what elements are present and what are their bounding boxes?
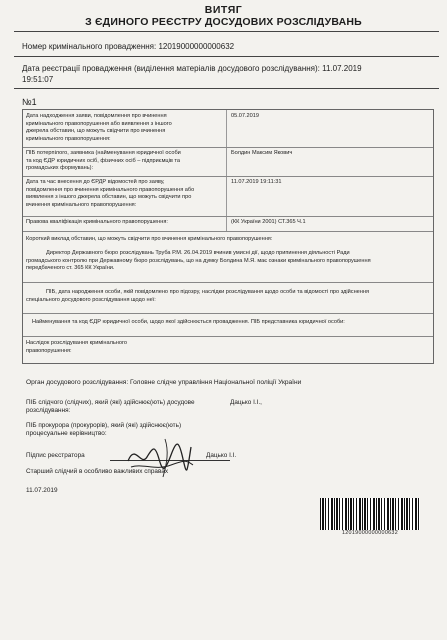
prosecutor-label: ПІБ прокурора (прокурорів), який (які) здійснює(ють) процесуальне керівництво: bbox=[26, 422, 182, 438]
row-divider bbox=[23, 176, 433, 177]
row-qualification-value: (КК України 2001) СТ.365 Ч.1 bbox=[231, 219, 306, 225]
registration-date-line2: 19:51:07 bbox=[22, 75, 54, 84]
row-divider bbox=[23, 313, 433, 314]
position-title: Старший слідчий в особливо важливих справах bbox=[26, 468, 169, 475]
column-separator bbox=[226, 110, 227, 231]
case-number: Номер кримінального провадження: 12019000000000632 bbox=[22, 42, 235, 51]
row-qualification-label: Правова кваліфікація кримінального правопорушення: bbox=[26, 219, 168, 225]
row-divider bbox=[23, 231, 433, 232]
row-received-date-label: Дата надходження заяви, повідомлення про вчинення кримінального правопорушення або виявлення з іншого джерела обставин, що можуть свідчити про вчинення кримінального правопорушення: bbox=[26, 113, 172, 142]
document-title: ВИТЯГ bbox=[204, 4, 243, 16]
row-victim-value: Болдин Максим Якович bbox=[231, 150, 293, 156]
signature-label: Підпис реєстратора bbox=[26, 452, 85, 459]
document-subtitle: З ЄДИНОГО РЕЄСТРУ ДОСУДОВИХ РОЗСЛІДУВАНЬ bbox=[85, 16, 362, 28]
registration-date-line1: Дата реєстрації провадження (виділення матеріалів досудового розслідування): 11.07.2019 bbox=[22, 64, 362, 73]
case-details-table bbox=[22, 109, 434, 364]
divider-date bbox=[14, 88, 439, 89]
investigator-label: ПІБ слідчого (слідчих), який (які) здійснює(ють) досудове розслідування: bbox=[26, 399, 195, 415]
row-victim-label: ПІБ потерпілого, заявника (найменування юридичної особи та код ЄДР юридичних осіб, фізичних осіб – підприємців та громадських формувань): bbox=[26, 150, 181, 172]
row-received-date-value: 05.07.2019 bbox=[231, 113, 259, 119]
summary-heading: Короткий виклад обставин, що можуть свідчити про вчинення кримінального правопорушення: bbox=[26, 236, 273, 242]
summary-text: Директор Державного бюро розслідувань Труба Р.М. 26.04.2019 вчинив умисні дії, щодо припинення діяльності Ради громадського контролю при Державному бюро розслідувань, що на думку Болдина М.Я. має ознаки кримінального правопорушення передбаченого ст. 365 КК України. bbox=[26, 250, 371, 272]
row-divider bbox=[23, 216, 433, 217]
row-divider bbox=[23, 282, 433, 283]
investigator-name: Дацько І.І., bbox=[230, 399, 262, 406]
row-entry-date-value: 11.07.2019 19:11:31 bbox=[231, 179, 282, 185]
legal-entity-label: Найменування та код ЄДР юридичної особи, щодо якої здійснюється провадження. ПІБ представника юридичної особи: bbox=[32, 319, 345, 325]
barcode-number: 12019000000000632 bbox=[341, 530, 399, 536]
suspect-info-label: ПІБ, дата народження особи, якій повідомлено про підозру, наслідки розслідування щодо особи та відомості про здійснення спеціального досудового розслідування щодо неї: bbox=[26, 289, 369, 303]
row-divider bbox=[23, 147, 433, 148]
row-divider bbox=[23, 336, 433, 337]
registrar-name: Дацько І.І. bbox=[206, 452, 237, 459]
issue-date: 11.07.2019 bbox=[26, 487, 58, 494]
investigation-body: Орган досудового розслідування: Головне слідче управління Національної поліції України bbox=[26, 379, 302, 386]
divider-top bbox=[14, 31, 439, 32]
row-entry-date-label: Дата та час внесення до ЄРДР відомостей про заяву, повідомлення про вчинення кримінального правопорушення або виявлення з іншого джерела обставин, що можуть свідчити про вчинення кримінального правопорушення: bbox=[26, 179, 195, 208]
investigation-result-label: Наслідок розслідування кримінального правопорушення: bbox=[26, 340, 128, 354]
barcode bbox=[320, 498, 420, 530]
divider-case bbox=[14, 56, 439, 57]
entry-number: №1 bbox=[22, 97, 37, 107]
